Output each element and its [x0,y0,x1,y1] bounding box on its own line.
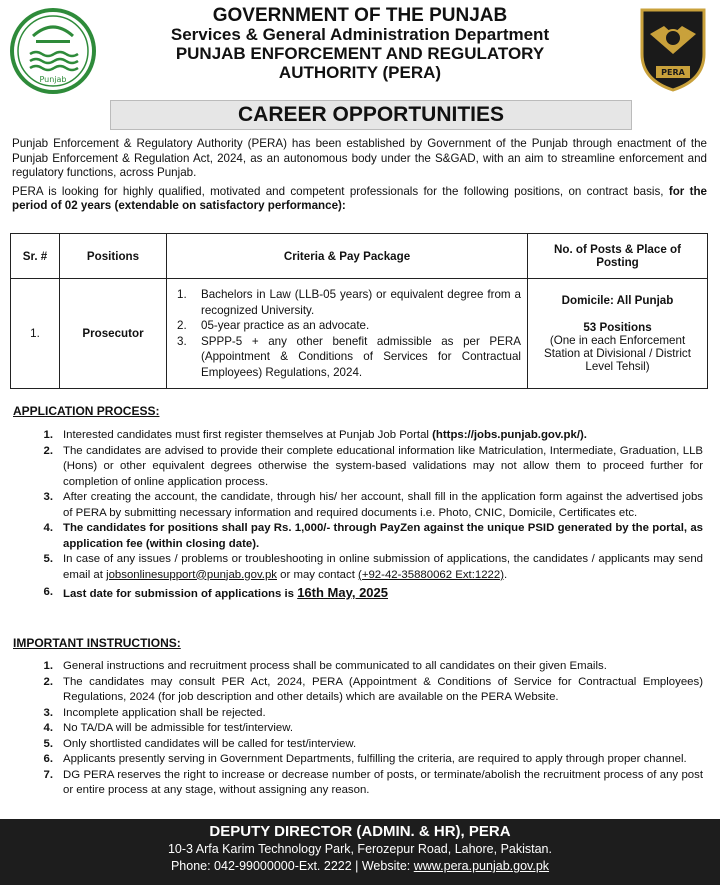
item-text: General instructions and recruitment process shall be communicated to all candidates on their given Emails. [63,660,607,672]
application-process-title: APPLICATION PROCESS: [13,404,160,418]
list-item [13,721,703,737]
item-text: Interested candidates must first register themselves at Punjab Job Portal [63,429,433,441]
header-sr: Sr. # [11,234,60,279]
support-phone-link[interactable]: (+92-42-35880062 Ext:1222) [358,568,505,581]
career-opportunities-banner: CAREER OPPORTUNITIES [110,100,632,130]
footer-phone: Phone: 042-99000000-Ext. 2222 | Website: [170,859,414,873]
item-number: 4. [43,522,53,534]
criteria-num: 2. [177,319,187,332]
list-item [13,428,703,444]
domicile: Domicile: All Punjab [561,294,674,307]
list-item [13,585,703,603]
table-row [11,279,708,389]
item-text: . [504,568,508,581]
last-date-value: 16th May, 2025 [297,585,388,600]
right-logo-text: PERA [661,68,685,77]
list-item [13,521,703,552]
item-number: 7. [43,768,53,781]
item-text: The candidates may consult PER Act, 2024, PERA (Appointment & Conditions of Service for Contractual Employees) Regulations, 2024 (for job description and other details) which are available on the PERA Website. [63,675,703,703]
support-email-link[interactable]: jobsonlinesupport@punjab.gov.pk [106,568,277,581]
criteria-item [173,287,521,318]
item-number: 5. [43,553,53,565]
header-criteria: Criteria & Pay Package [167,234,528,279]
item-number: 2. [43,675,53,688]
item-number: 3. [43,491,53,503]
list-item [13,490,703,521]
important-instructions-list [13,659,703,799]
criteria-text: SPPP-5 + any other benefit admissible as per PERA (Appointment & Conditions of Services for Contractual Employees) Regulations, 2024. [201,334,521,379]
government-title: GOVERNMENT OF THE PUNJAB [212,5,508,26]
last-date-label: Last date for submission of applications is [63,588,298,600]
positions-table [10,233,708,389]
list-item [13,675,703,706]
left-logo-text: Punjab [39,75,67,84]
positions-count: 53 Positions [583,321,652,334]
criteria-item [173,318,521,334]
department-title: Services & General Administration Department [170,25,550,44]
authority-title-line2: AUTHORITY (PERA) [278,63,442,82]
cell-sr: 1. [11,279,60,389]
list-item [13,659,703,675]
footer-address: 10-3 Arfa Karim Technology Park, Ferozepur Road, Lahore, Pakistan. [167,842,552,856]
criteria-text: Bachelors in Law (LLB-05 years) or equivalent degree from a recognized University. [201,288,521,317]
item-text: Only shortlisted candidates will be called for test/interview. [63,737,357,750]
item-number: 1. [43,660,53,672]
cell-posting [528,279,708,389]
punjab-government-logo [8,6,98,96]
website-link[interactable]: www.pera.punjab.gov.pk [413,859,550,873]
item-text: DG PERA reserves the right to increase or decrease number of posts, or terminate/abolish the recruitment process of any post or entire process at any stage, without assigning any reason. [63,768,703,796]
criteria-item [173,334,521,381]
list-item [13,752,703,768]
item-number: 2. [43,444,53,457]
footer [0,819,720,885]
list-item [13,444,703,491]
list-item [13,737,703,753]
intro-p2-bold: for the period of 02 years (extendable on satisfactory performance): [12,184,708,212]
authority-title-line1: PUNJAB ENFORCEMENT AND REGULATORY [175,44,545,63]
posting-place: (One in each Enforcement Station at Divisional / District Level Tehsil) [544,334,691,373]
cell-position: Prosecutor [60,279,167,389]
item-number: 6. [43,586,53,598]
intro-p2-text: PERA is looking for highly qualified, motivated and competent professionals for the following positions, on contract basis, [12,184,664,198]
list-item [13,706,703,722]
item-text: In case of any issues / problems or troubleshooting in online submission of applications, the candidates / applicants may send email at [63,553,703,581]
intro-text [12,137,707,218]
item-text: Applicants presently serving in Government Departments, fulfilling the criteria, are required to apply through proper channel. [63,753,687,765]
footer-title: DEPUTY DIRECTOR (ADMIN. & HR), PERA [209,823,511,840]
item-number: 1. [43,429,53,441]
criteria-text: 05-year practice as an advocate. [201,319,370,332]
item-number: 6. [43,753,53,765]
item-text: or may contact [277,568,359,581]
intro-paragraph-2 [12,185,707,214]
table-header-row [11,234,708,279]
pera-logo [634,4,712,94]
application-process-list [13,428,703,603]
item-text: No TA/DA will be admissible for test/interview. [63,722,294,734]
intro-paragraph: Punjab Enforcement & Regulatory Authority (PERA) has been established by Government of the Punjab through enactment of the Punjab Enforcement & Regulation Act, 2024, as an autonomous body under the S&GAD, with an aim to streamline enforcement and regulatory functions, across Punjab. [12,137,707,179]
important-instructions-title: IMPORTANT INSTRUCTIONS: [13,636,181,650]
header-positions: Positions [60,234,167,279]
job-portal-link[interactable]: (https://jobs.punjab.gov.pk/). [432,429,587,441]
footer-contact [0,858,720,875]
list-item [13,552,703,583]
item-text: After creating the account, the candidate, through his/ her account, shall fill in the application form against the advertised jobs of PERA by submitting necessary information and required documents i.e. Photo, CNIC, Domicile, Certificates etc. [63,491,703,519]
header-posts: No. of Posts & Place of Posting [528,234,708,279]
item-number: 3. [43,706,53,719]
cell-criteria [167,279,528,389]
item-number: 5. [43,737,53,750]
item-text: The candidates are advised to provide their complete educational information like Matriculation, Intermediate, Graduation, LLB (Hons) or other equivalent degrees otherwise the system-based validations may not allow them to proceed further for completion of online application process. [63,444,703,488]
item-number: 4. [43,722,53,734]
criteria-num: 1. [177,288,187,301]
criteria-num: 3. [177,334,187,348]
header [0,0,720,96]
item-text: Incomplete application shall be rejected. [63,706,266,719]
item-text: The candidates for positions shall pay Rs. 1,000/- through PayZen against the unique PSID generated by the portal, as application fee (within closing date). [63,522,703,550]
list-item [13,768,703,799]
